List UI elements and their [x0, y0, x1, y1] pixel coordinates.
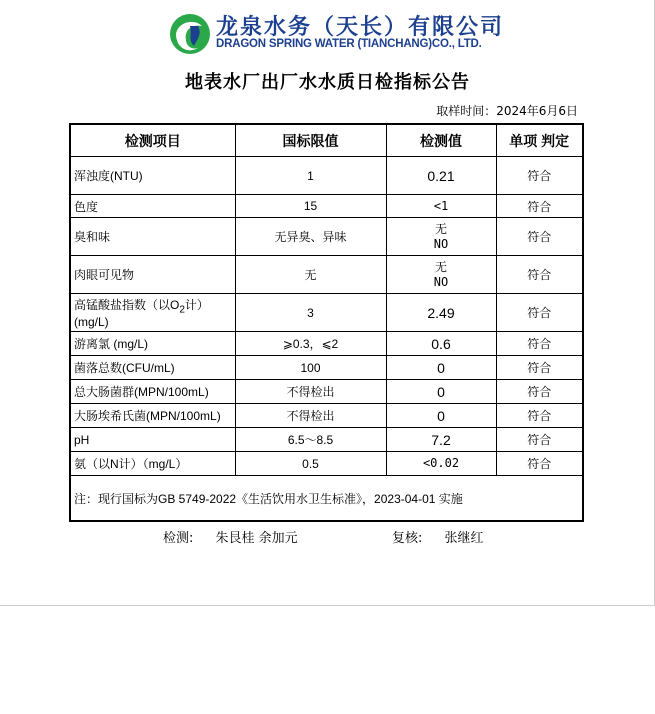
- header-limit: 国标限值: [235, 124, 386, 157]
- water-quality-table: [69, 123, 584, 522]
- row-value-en: NO: [433, 274, 449, 289]
- report-title: 地表水厂出厂水水质日检指标公告: [185, 72, 470, 93]
- inspector-names: 朱艮桂 余加元: [215, 531, 298, 546]
- table-row: [70, 356, 583, 380]
- row-result: 符合: [496, 294, 583, 332]
- company-name-en: DRAGON SPRING WATER (TIANCHANG)CO., LTD.: [216, 38, 482, 50]
- row-value: [386, 218, 496, 256]
- row-item-unit: (mg/L): [74, 315, 109, 330]
- inspector-signature: [163, 527, 298, 546]
- row-result: 符合: [496, 218, 583, 256]
- table-row: [70, 428, 583, 452]
- row-item: 总大肠菌群(MPN/100mL): [70, 380, 235, 404]
- table-row: [70, 332, 583, 356]
- row-item: 游离氯 (mg/L): [70, 332, 235, 356]
- row-result: 符合: [496, 452, 583, 476]
- row-value: 0: [386, 356, 496, 380]
- row-value: 2.49: [386, 294, 496, 332]
- row-value: <1: [386, 195, 496, 218]
- standard-note: 注：现行国标为GB 5749-2022《生活饮用水卫生标准》，2023-04-01 实施: [70, 476, 583, 522]
- row-result: 符合: [496, 195, 583, 218]
- reviewer-name: 张继红: [444, 531, 484, 546]
- note-row: [70, 476, 583, 522]
- table-row: [70, 195, 583, 218]
- row-item: 大肠埃希氏菌(MPN/100mL): [70, 404, 235, 428]
- table-row: [70, 452, 583, 476]
- row-value: 0: [386, 380, 496, 404]
- sampling-date: 取样时间：2024年6月6日: [436, 104, 578, 118]
- table-row: [70, 256, 583, 294]
- company-name-cn: 龙泉水务（天长）有限公司: [216, 14, 505, 40]
- row-limit: 不得检出: [235, 404, 386, 428]
- reviewer-signature: [392, 527, 484, 546]
- table-header-row: [70, 124, 583, 157]
- row-limit: 100: [235, 356, 386, 380]
- row-limit: 6.5～8.5: [235, 428, 386, 452]
- row-item: 色度: [70, 195, 235, 218]
- row-result: 符合: [496, 380, 583, 404]
- row-result: 符合: [496, 404, 583, 428]
- table-row: [70, 380, 583, 404]
- table-row: [70, 218, 583, 256]
- row-result: 符合: [496, 332, 583, 356]
- row-value-cn: 无: [434, 259, 447, 274]
- row-result: 符合: [496, 428, 583, 452]
- row-item-sub: 2: [179, 304, 185, 316]
- header-item: 检测项目: [70, 124, 235, 157]
- row-item: 臭和味: [70, 218, 235, 256]
- row-item-pre: 高锰酸盐指数（以O: [74, 297, 180, 312]
- row-limit: 无异臭、异味: [235, 218, 386, 256]
- header-result: 单项 判定: [496, 124, 583, 157]
- row-value: 0.21: [386, 157, 496, 195]
- header-value: 检测值: [386, 124, 496, 157]
- table-row: [70, 404, 583, 428]
- row-limit: 15: [235, 195, 386, 218]
- inspector-label: 检测:: [163, 531, 194, 546]
- row-limit: 无: [235, 256, 386, 294]
- row-limit: 不得检出: [235, 380, 386, 404]
- row-result: 符合: [496, 157, 583, 195]
- row-value: [386, 256, 496, 294]
- table-row: [70, 157, 583, 195]
- row-value: 7.2: [386, 428, 496, 452]
- row-value: <0.02: [386, 452, 496, 476]
- row-item: [70, 294, 235, 332]
- row-item: 菌落总数(CFU/mL): [70, 356, 235, 380]
- row-value: 0: [386, 404, 496, 428]
- row-item-post: 计）: [184, 297, 209, 312]
- company-header: [168, 10, 505, 58]
- row-limit: 3: [235, 294, 386, 332]
- row-limit: 0.5: [235, 452, 386, 476]
- row-limit: ⩾0.3，⩽2: [235, 332, 386, 356]
- row-result: 符合: [496, 256, 583, 294]
- reviewer-label: 复核:: [392, 531, 423, 546]
- row-result: 符合: [496, 356, 583, 380]
- row-value-en: NO: [433, 236, 449, 251]
- row-value-cn: 无: [434, 221, 447, 236]
- row-limit: 1: [235, 157, 386, 195]
- row-item: pH: [70, 428, 235, 452]
- company-logo: [168, 12, 212, 56]
- table-row: [70, 294, 583, 332]
- row-item: 氨（以N计）（mg/L）: [70, 452, 235, 476]
- row-item: 浑浊度(NTU): [70, 157, 235, 195]
- row-item: 肉眼可见物: [70, 256, 235, 294]
- row-value: 0.6: [386, 332, 496, 356]
